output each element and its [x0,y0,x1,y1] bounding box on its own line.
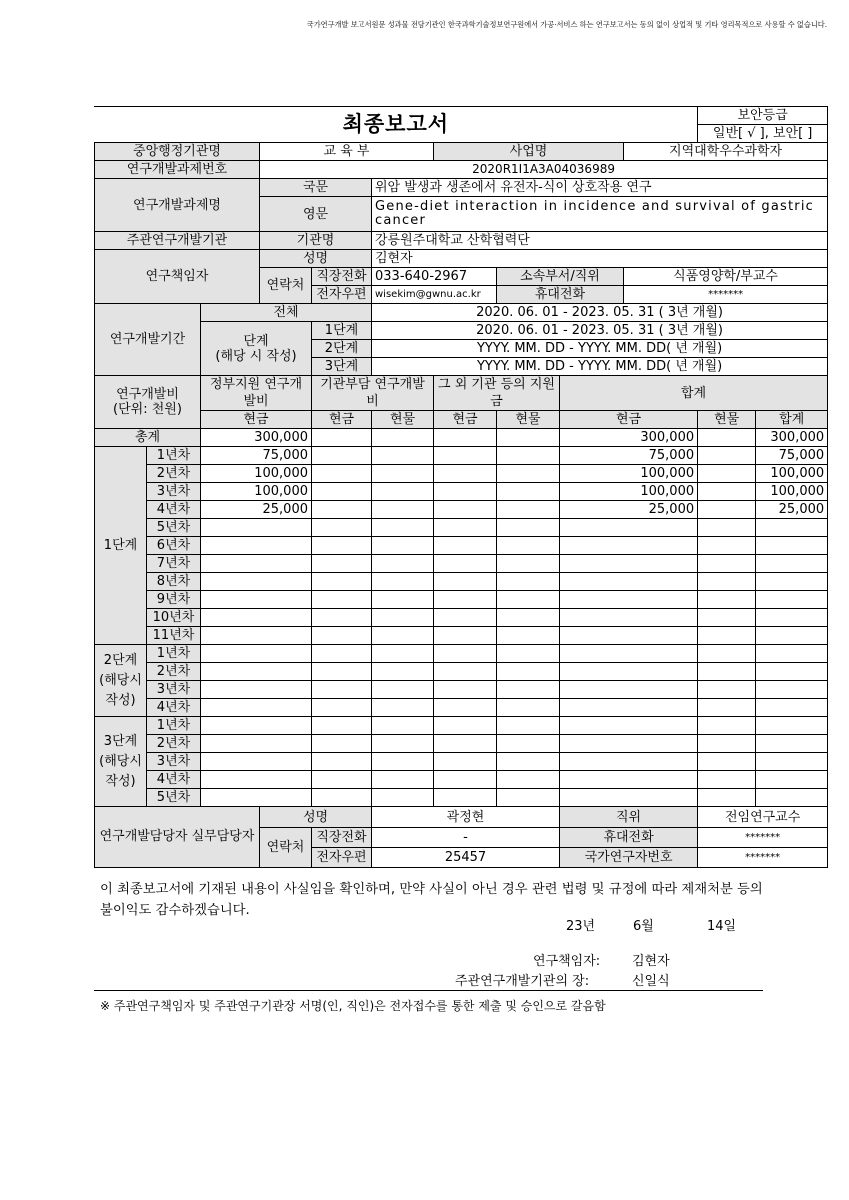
pi-name-label: 성명 [260,250,372,268]
gov-header: 정부지원 연구개발비 [201,376,312,411]
year-label: 1년차 [147,645,201,663]
gov-cash [201,663,312,681]
inst-cash [312,483,372,501]
gov-cash [201,537,312,555]
inst-kind [372,681,434,699]
year-label: 5년차 [147,519,201,537]
other-cash [434,627,497,645]
sum-cash [560,663,698,681]
year-label: 8년차 [147,573,201,591]
other-header: 그 외 기관 등의 지원금 [434,376,560,411]
other-cash [434,699,497,717]
budget-stage2-label: 2단계 (해당시 작성) [95,645,147,717]
other-kind [497,699,560,717]
sum-kind [698,447,756,465]
pi-name: 김현자 [372,250,828,268]
inst-cash [312,519,372,537]
gov-cash [201,591,312,609]
other-cash [434,483,497,501]
sum-total: 25,000 [756,501,828,519]
stage2-period: YYYY. MM. DD - YYYY. MM. DD( 년 개월) [372,340,828,358]
other-kind [497,753,560,771]
gov-cash [201,681,312,699]
other-cash [434,447,497,465]
gov-cash [201,717,312,735]
other-kind [497,663,560,681]
sum-total [756,753,828,771]
officer-pos-label: 직위 [560,807,698,828]
year-label: 2년차 [147,465,201,483]
other-kind [497,591,560,609]
sum-total: 75,000 [756,447,828,465]
sum-kind [698,483,756,501]
other-kind [497,483,560,501]
inst-cash [312,447,372,465]
security-value: 일반[ √ ], 보안[ ] [698,125,828,143]
pi-email: wisekim@gwnu.ac.kr [372,286,497,304]
sum-total [756,537,828,555]
gov-cash [201,753,312,771]
sum-cash: 25,000 [560,501,698,519]
other-cash [434,789,497,807]
en-label: 영문 [260,197,372,232]
officer-email-label: 전자우편 [312,848,372,868]
sum-cash [560,681,698,699]
officer-email: 25457 [372,848,560,868]
inst-kind [372,663,434,681]
biz-label: 사업명 [434,143,624,161]
inst-cash [312,537,372,555]
inst-kind [372,537,434,555]
inst-kind [372,609,434,627]
year-label: 3년차 [147,681,201,699]
officer-mobile: ******* [698,828,828,848]
sum-kind [698,609,756,627]
other-cash [434,609,497,627]
year-label: 4년차 [147,501,201,519]
inst-header: 기관부담 연구개발비 [312,376,434,411]
other-cash [434,501,497,519]
security-label: 보안등급 [698,107,828,125]
other-cash-h: 현금 [434,411,497,429]
gov-cash: 75,000 [201,447,312,465]
report-title: 최종보고서 [95,107,698,143]
stage1-period: 2020. 06. 01 - 2023. 05. 31 ( 3년 개월) [372,322,828,340]
sum-total [756,771,828,789]
gov-cash [201,627,312,645]
sum-cash [560,573,698,591]
empty [372,429,434,447]
year-label: 5년차 [147,789,201,807]
other-cash [434,771,497,789]
other-kind [497,537,560,555]
institution-name-label: 기관명 [260,232,372,250]
sum-kind [698,465,756,483]
inst-kind [372,771,434,789]
inst-kind [372,483,434,501]
footnote: ※ 주관연구책임자 및 주관연구기관장 서명(인, 직인)은 전자접수를 통한 제출 및 승인으로 갈음함 [100,999,606,1013]
other-kind [497,555,560,573]
sum-cash [560,609,698,627]
other-cash [434,645,497,663]
inst-kind [372,735,434,753]
sum-cash [560,519,698,537]
sum-cash [560,789,698,807]
sum-total: 100,000 [756,465,828,483]
year-label: 6년차 [147,537,201,555]
footnote-rule [94,990,763,991]
gov-cash [201,735,312,753]
sum-cash [560,555,698,573]
empty [312,429,372,447]
sum-kind [698,681,756,699]
empty [497,429,560,447]
period-total: 2020. 06. 01 - 2023. 05. 31 ( 3년 개월) [372,304,828,322]
year-label: 9년차 [147,591,201,609]
other-kind [497,573,560,591]
sum-kind [698,627,756,645]
sum-total [756,519,828,537]
empty [698,429,756,447]
other-kind [497,609,560,627]
sum-kind [698,555,756,573]
sum-total [756,555,828,573]
other-kind-h: 현물 [497,411,560,429]
year-label: 3년차 [147,483,201,501]
project-no-value: 2020R1I1A3A04036989 [260,161,828,179]
sum-kind [698,573,756,591]
inst-cash [312,717,372,735]
inst-kind [372,555,434,573]
date-month: 6월 [633,919,654,934]
kr-label: 국문 [260,179,372,197]
officer-contact-label: 연락처 [260,828,312,868]
sum-cash [560,753,698,771]
budget-stage1-label: 1단계 [95,447,147,645]
sum-cash [560,735,698,753]
gov-cash [201,573,312,591]
period-total-label: 전체 [201,304,372,322]
sum-kind-h: 현물 [698,411,756,429]
inst-kind [372,699,434,717]
other-cash [434,663,497,681]
project-title-label: 연구개발과제명 [95,179,260,232]
inst-cash [312,645,372,663]
agency-label: 중앙행정기관명 [95,143,260,161]
agency-value: 교 육 부 [260,143,434,161]
sum-total [756,735,828,753]
sum-cash [560,627,698,645]
sum-total [756,573,828,591]
gov-cash [201,699,312,717]
stage-note: (해당 시 작성) [215,348,297,364]
budget-title: 연구개발비 [116,387,179,402]
inst-cash [312,501,372,519]
officer-phone: - [372,828,560,848]
sum-total [756,645,828,663]
sum-kind [698,753,756,771]
gov-cash: 25,000 [201,501,312,519]
report-form-table [94,106,828,868]
inst-kind [372,717,434,735]
inst-kind [372,519,434,537]
year-label: 7년차 [147,555,201,573]
gov-cash [201,771,312,789]
year-label: 11년차 [147,627,201,645]
date-day: 14일 [707,919,737,934]
institution-name: 강릉원주대학교 산학협력단 [372,232,828,250]
gov-cash [201,789,312,807]
total-row-label: 총계 [95,429,201,447]
total-sum-cash: 300,000 [560,429,698,447]
officer-name: 곽정현 [372,807,560,828]
gov-cash-h: 현금 [201,411,312,429]
inst-kind [372,501,434,519]
sum-kind [698,501,756,519]
sum-cash [560,591,698,609]
inst-kind-h: 현물 [372,411,434,429]
sum-kind [698,519,756,537]
pi-sign-name: 김현자 [632,954,670,969]
pi-phone: 033-640-2967 [372,268,497,286]
year-label: 2년차 [147,735,201,753]
inst-cash-h: 현금 [312,411,372,429]
inst-kind [372,573,434,591]
budget-stage3-label: 3단계 (해당시 작성) [95,717,147,807]
sum-header: 합계 [560,376,828,411]
sum-kind [698,591,756,609]
period-label: 연구개발기간 [95,304,201,376]
inst-kind [372,645,434,663]
sum-kind [698,771,756,789]
inst-cash [312,789,372,807]
institution-label: 주관연구개발기관 [95,232,260,250]
officer-natid-label: 국가연구자번호 [560,848,698,868]
inst-kind [372,465,434,483]
year-label: 2년차 [147,663,201,681]
sum-cash: 100,000 [560,465,698,483]
inst-cash [312,627,372,645]
sum-kind [698,735,756,753]
inst-cash [312,735,372,753]
sum-kind [698,645,756,663]
inst-kind [372,627,434,645]
sum-total: 100,000 [756,483,828,501]
sum-cash [560,645,698,663]
sum-cash [560,699,698,717]
sum-total [756,627,828,645]
project-no-label: 연구개발과제번호 [95,161,260,179]
inst-cash [312,663,372,681]
officer-natid: ******* [698,848,828,868]
other-kind [497,717,560,735]
other-kind [497,627,560,645]
pi-phone-label: 직장전화 [312,268,372,286]
sum-total-h: 합계 [756,411,828,429]
inst-cash [312,609,372,627]
sum-kind [698,663,756,681]
stage-label: 단계 [243,333,269,349]
officer-label: 연구개발담당자 실무담당자 [95,807,260,868]
other-cash [434,537,497,555]
declaration-text: 이 최종보고서에 기재된 내용이 사실임을 확인하며, 만약 사실이 아닌 경우 관련 법령 및 규정에 따라 제재처분 등의 불이익도 감수하겠습니다. [100,882,763,918]
sum-cash-h: 현금 [560,411,698,429]
inst-kind [372,789,434,807]
officer-name-label: 성명 [260,807,372,828]
sum-cash [560,771,698,789]
officer-pos: 전임연구교수 [698,807,828,828]
other-kind [497,519,560,537]
sum-kind [698,699,756,717]
other-cash [434,573,497,591]
officer-phone-label: 직장전화 [312,828,372,848]
project-title-kr: 위암 발생과 생존에서 유전자-식이 상호작용 연구 [372,179,828,197]
sum-total [756,699,828,717]
other-kind [497,501,560,519]
stage2-label: 2단계 [312,340,372,358]
other-cash [434,717,497,735]
year-label: 4년차 [147,699,201,717]
inst-cash [312,681,372,699]
gov-cash: 100,000 [201,483,312,501]
other-kind [497,447,560,465]
year-label: 4년차 [147,771,201,789]
year-label: 3년차 [147,753,201,771]
stage3-period: YYYY. MM. DD - YYYY. MM. DD( 년 개월) [372,358,828,376]
other-kind [497,681,560,699]
inst-kind [372,753,434,771]
pi-sign-label: 연구책임자: [533,954,601,969]
other-kind [497,645,560,663]
other-kind [497,771,560,789]
officer-mobile-label: 휴대전화 [560,828,698,848]
inst-kind [372,591,434,609]
gov-cash [201,645,312,663]
biz-value: 지역대학우수과학자 [624,143,828,161]
gov-cash [201,555,312,573]
inst-cash [312,753,372,771]
total-sum-total: 300,000 [756,429,828,447]
sum-kind [698,789,756,807]
sum-cash [560,717,698,735]
inst-kind [372,447,434,465]
sum-total [756,717,828,735]
head-sign-label: 주관연구개발기관의 장: [455,974,590,989]
copyright-notice: 국가연구개발 보고서원문 성과물 전담기관인 한국과학기술정보연구원에서 가공·서비스 하는 연구보고서는 동의 없이 상업적 및 기타 영리목적으로 사용할 수 없습니다. [306,20,827,29]
stage1-label: 1단계 [312,322,372,340]
inst-cash [312,555,372,573]
inst-cash [312,771,372,789]
other-kind [497,735,560,753]
period-stage-label [201,322,312,376]
pi-label: 연구책임자 [95,250,260,304]
other-kind [497,789,560,807]
inst-cash [312,573,372,591]
other-cash [434,591,497,609]
year-label: 1년차 [147,447,201,465]
date-year: 23년 [566,919,596,934]
pi-contact-label: 연락처 [260,268,312,304]
other-cash [434,735,497,753]
sum-cash: 75,000 [560,447,698,465]
pi-mobile-label: 휴대전화 [497,286,624,304]
gov-cash: 100,000 [201,465,312,483]
pi-dept-label: 소속부서/직위 [497,268,624,286]
other-cash [434,519,497,537]
sum-total [756,789,828,807]
sum-total [756,681,828,699]
total-gov: 300,000 [201,429,312,447]
budget-label [95,376,201,429]
sum-total [756,609,828,627]
sum-kind [698,717,756,735]
pi-dept: 식품영양학/부교수 [624,268,828,286]
other-cash [434,465,497,483]
stage3-label: 3단계 [312,358,372,376]
pi-mobile: ******* [624,286,828,304]
pi-email-label: 전자우편 [312,286,372,304]
year-label: 10년차 [147,609,201,627]
gov-cash [201,519,312,537]
sum-cash: 100,000 [560,483,698,501]
sum-total [756,591,828,609]
head-sign-name: 신일식 [632,974,670,989]
year-label: 1년차 [147,717,201,735]
other-cash [434,681,497,699]
project-title-en: Gene-diet interaction in incidence and survival of gastric cancer [372,197,828,232]
empty [434,429,497,447]
inst-cash [312,699,372,717]
sum-cash [560,537,698,555]
inst-cash [312,465,372,483]
other-cash [434,753,497,771]
other-kind [497,465,560,483]
sum-kind [698,537,756,555]
inst-cash [312,591,372,609]
sum-total [756,663,828,681]
gov-cash [201,609,312,627]
other-cash [434,555,497,573]
budget-unit: (단위: 천원) [113,402,182,417]
